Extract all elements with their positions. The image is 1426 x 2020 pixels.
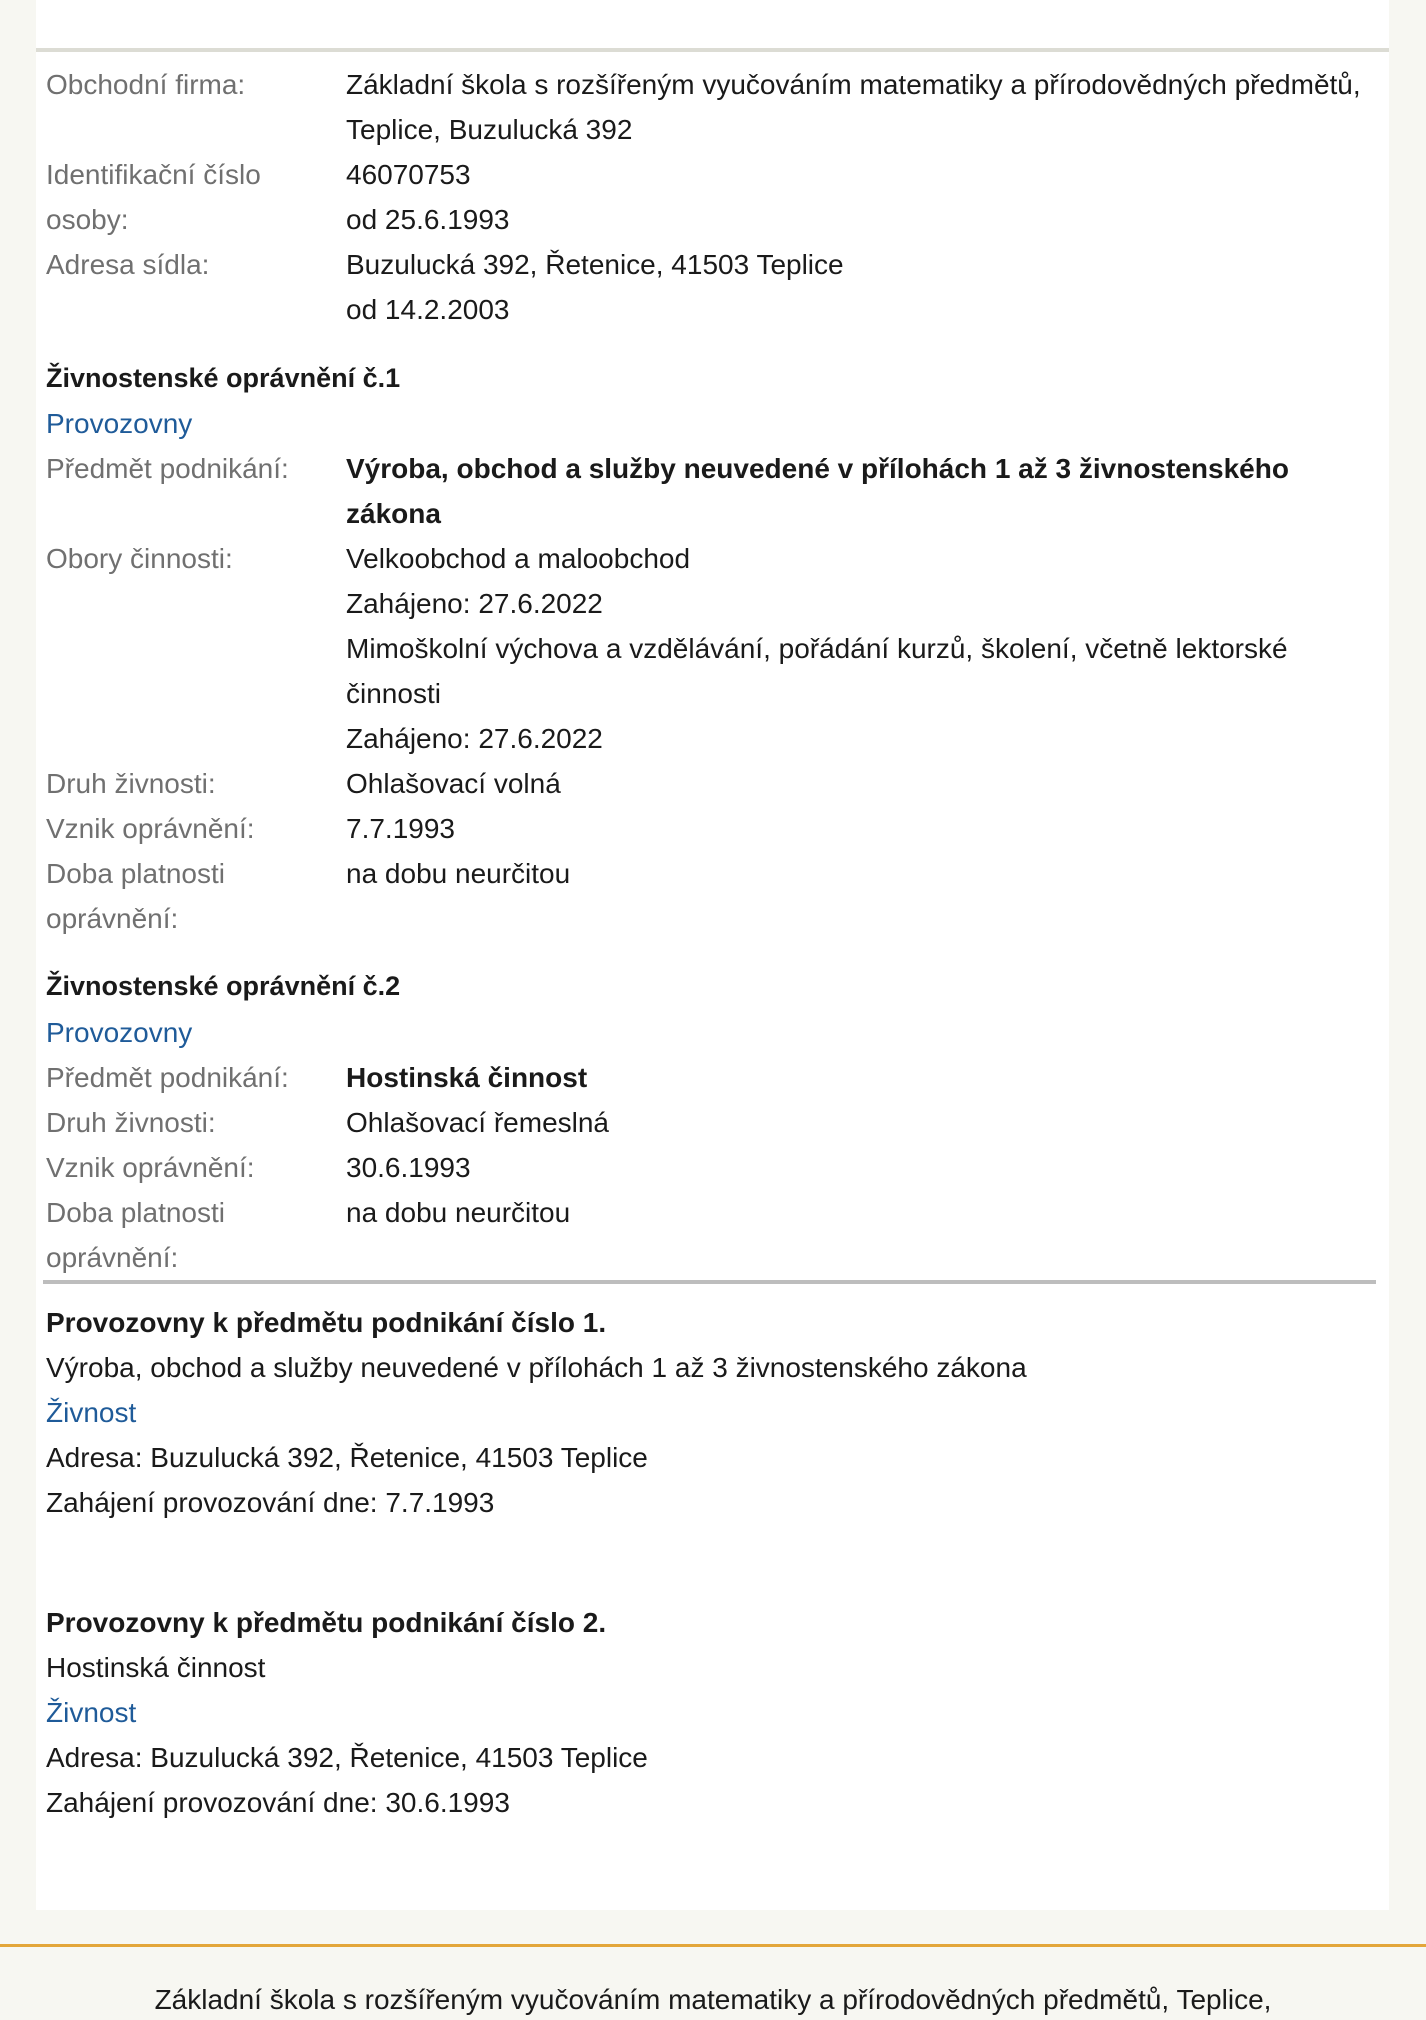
subject-info (46, 62, 1386, 332)
vznik-label: Vznik oprávnění: (46, 813, 255, 844)
obory-label: Obory činnosti: (46, 543, 233, 574)
licence-2-details (46, 1055, 1386, 1280)
provozovna-2 (46, 1600, 1376, 1825)
obor-item: Velkoobchod a maloobchod (346, 543, 691, 574)
footer-divider (0, 1944, 1426, 1947)
licence-1-provozovny-link[interactable]: Provozovny (46, 408, 193, 439)
vznik-value: 7.7.1993 (346, 813, 455, 844)
provozovna-address: Adresa: Buzulucká 392, Řetenice, 41503 Teplice (46, 1742, 648, 1773)
zivnost-link[interactable]: Živnost (46, 1397, 137, 1428)
footer-subject-name: Základní škola s rozšířeným vyučováním matematiky a přírodovědných předmětů, Teplice, (154, 1984, 1272, 2015)
provozovna-subject: Hostinská činnost (46, 1652, 266, 1683)
druh-value: Ohlašovací volná (346, 768, 561, 799)
ico-value: 46070753 (346, 159, 471, 190)
vznik-value: 30.6.1993 (346, 1152, 471, 1183)
zivnost-link[interactable]: Živnost (46, 1697, 137, 1728)
provozovna-subject: Výroba, obchod a služby neuvedené v přílohách 1 až 3 živnostenského zákona (46, 1352, 1027, 1383)
doba-label: Doba platnosti oprávnění: (46, 1197, 226, 1273)
ico-since: od 25.6.1993 (346, 204, 510, 235)
druh-value: Ohlašovací řemeslná (346, 1107, 610, 1138)
obor-item: Mimoškolní výchova a vzdělávání, pořádání kurzů, školení, včetně lektorské činnosti (346, 633, 1288, 709)
doba-label: Doba platnosti oprávnění: (46, 858, 226, 934)
predmet-label: Předmět podnikání: (46, 1062, 289, 1093)
provozovna-heading: Provozovny k předmětu podnikání číslo 2. (46, 1607, 607, 1638)
provozovna-start: Zahájení provozování dne: 30.6.1993 (46, 1787, 510, 1818)
druh-label: Druh živnosti: (46, 1107, 216, 1138)
provozovna-address: Adresa: Buzulucká 392, Řetenice, 41503 Teplice (46, 1442, 648, 1473)
predmet-value: Hostinská činnost (346, 1062, 588, 1093)
firma-value: Základní škola s rozšířeným vyučováním matematiky a přírodovědných předmětů, Teplice, Buzulucká 392 (346, 69, 1361, 145)
obor-started: Zahájeno: 27.6.2022 (346, 588, 603, 619)
licence-1-heading: Živnostenské oprávnění č.1 (46, 363, 401, 393)
druh-label: Druh živnosti: (46, 768, 216, 799)
firma-label: Obchodní firma: (46, 69, 246, 100)
licence-2-heading: Živnostenské oprávnění č.2 (46, 971, 401, 1001)
licence-1-details (46, 446, 1386, 941)
vznik-label: Vznik oprávnění: (46, 1152, 255, 1183)
ico-label: Identifikační číslo osoby: (46, 159, 261, 235)
address-since: od 14.2.2003 (346, 294, 510, 325)
section-divider (43, 1280, 1376, 1284)
provozovna-start: Zahájení provozování dne: 7.7.1993 (46, 1487, 495, 1518)
doba-value: na dobu neurčitou (346, 858, 571, 889)
licence-2-provozovny-link[interactable]: Provozovny (46, 1017, 193, 1048)
predmet-label: Předmět podnikání: (46, 453, 289, 484)
top-divider (36, 48, 1389, 52)
address-label: Adresa sídla: (46, 249, 210, 280)
obor-started: Zahájeno: 27.6.2022 (346, 723, 603, 754)
provozovna-heading: Provozovny k předmětu podnikání číslo 1. (46, 1307, 607, 1338)
predmet-value: Výroba, obchod a služby neuvedené v přílohách 1 až 3 živnostenského zákona (346, 453, 1289, 529)
doba-value: na dobu neurčitou (346, 1197, 571, 1228)
provozovna-1 (46, 1300, 1376, 1525)
address-value: Buzulucká 392, Řetenice, 41503 Teplice (346, 249, 844, 280)
